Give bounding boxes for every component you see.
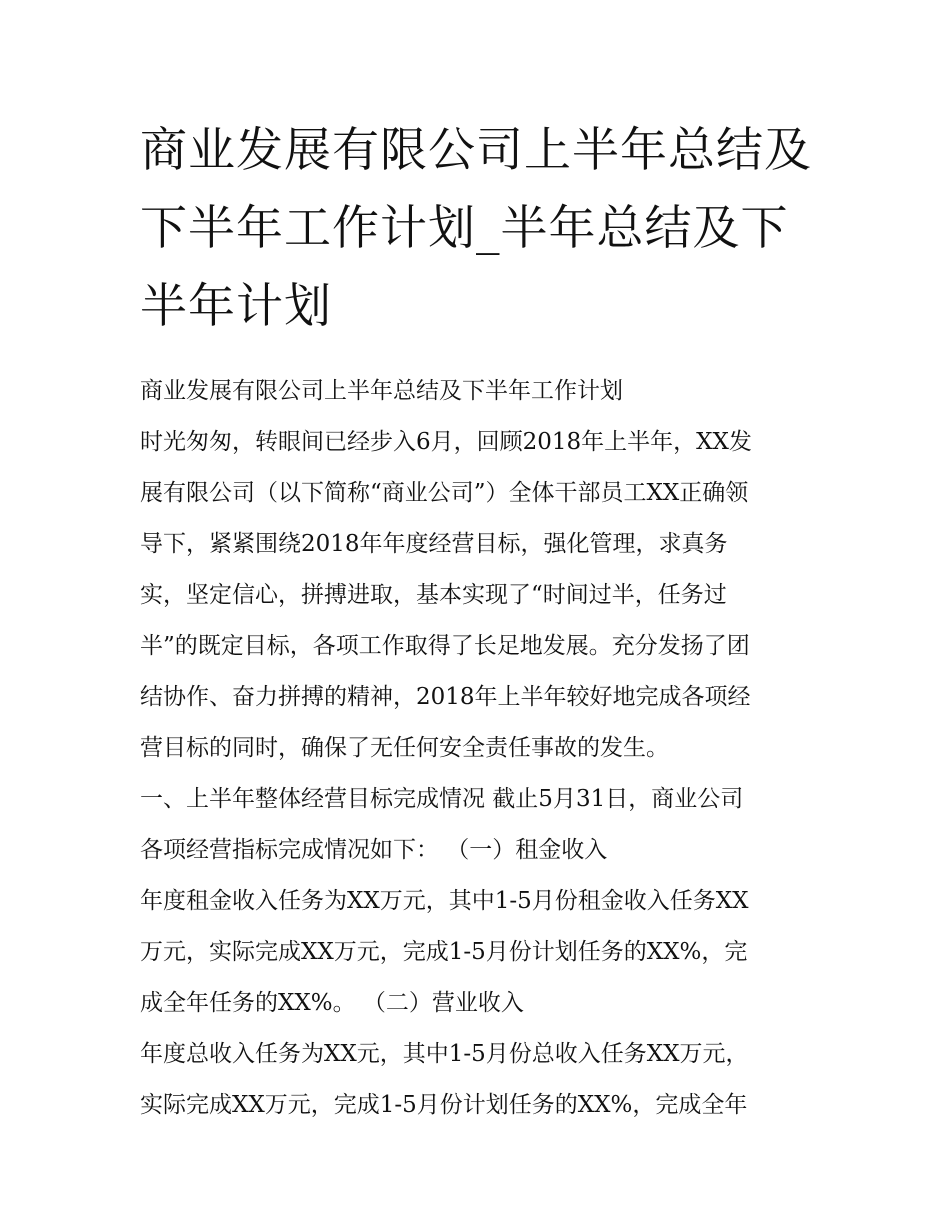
body-line: 展有限公司（以下简称“商业公司”）全体干部员工XX正确领 xyxy=(140,480,749,506)
document-page xyxy=(140,112,820,1131)
body-line: 各项经营指标完成情况如下： （一）租金收入 xyxy=(140,837,608,863)
body-line: 实，坚定信心，拼搏进取，基本实现了“时间过半，任务过 xyxy=(140,582,727,608)
body-line: 年度总收入任务为XX元，其中1-5月份总收入任务XX万元， xyxy=(140,1041,749,1067)
body-line: 年度租金收入任务为XX万元，其中1-5月份租金收入任务XX xyxy=(140,888,749,914)
body-line: 成全年任务的XX%。 （二）营业收入 xyxy=(140,990,524,1016)
body-line: 一、上半年整体经营目标完成情况 截止5月31日，商业公司 xyxy=(140,786,744,812)
body-line: 实际完成XX万元，完成1-5月份计划任务的XX%，完成全年 xyxy=(140,1092,748,1118)
document-body xyxy=(140,366,820,1131)
body-line: 万元，实际完成XX万元，完成1-5月份计划任务的XX%，完 xyxy=(140,939,748,965)
body-line: 半”的既定目标，各项工作取得了长足地发展。充分发扬了团 xyxy=(140,633,750,659)
body-line: 时光匆匆，转眼间已经步入6月，回顾2018年上半年，XX发 xyxy=(140,429,752,455)
body-line: 结协作、奋力拼搏的精神，2018年上半年较好地完成各项经 xyxy=(140,684,751,710)
body-line: 营目标的同时，确保了无任何安全责任事故的发生。 xyxy=(140,735,669,761)
body-line: 导下，紧紧围绕2018年年度经营目标，强化管理，求真务 xyxy=(140,531,728,557)
body-line: 商业发展有限公司上半年总结及下半年工作计划 xyxy=(140,378,623,404)
document-title: 商业发展有限公司上半年总结及下半年工作计划_半年总结及下半年计划 xyxy=(140,123,812,334)
